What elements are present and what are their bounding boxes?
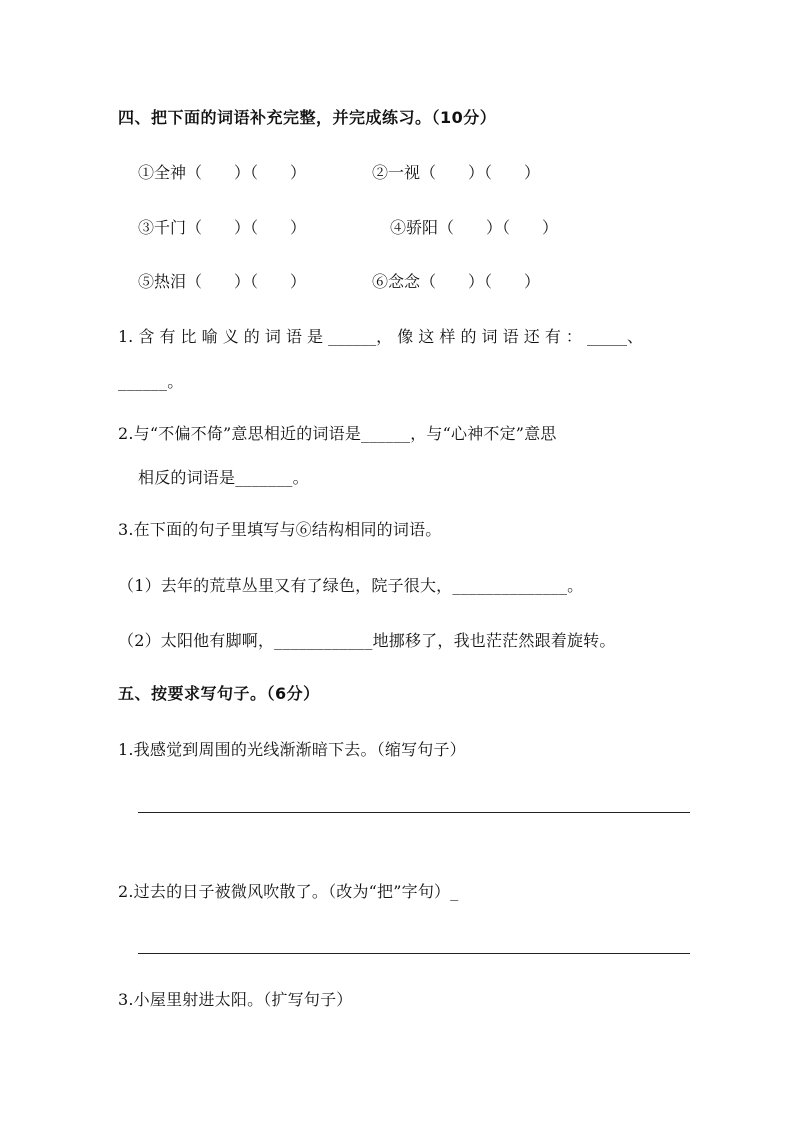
question-3-part-2: （2）太阳他有脚啊，____________地挪移了，我也茫茫然跟着旋转。	[118, 631, 616, 650]
section-five-question-3: 3.小屋里射进太阳。（扩写句子）	[118, 990, 353, 1009]
idiom-item-1: ①全神（ ）（ ）	[138, 163, 307, 182]
question-2-line-1: 2.与“不偏不倚”意思相近的词语是______，与“心神不定”意思	[118, 424, 557, 443]
idiom-item-2: ②一视（ ）（ ）	[372, 163, 541, 182]
idiom-item-3: ③千门（ ）（ ）	[138, 218, 307, 237]
section-five-question-2: 2.过去的日子被微风吹散了。（改为“把”字句）_	[118, 882, 459, 901]
section-four-title: 四、把下面的词语补充完整，并完成练习。（10分）	[118, 108, 497, 127]
question-1-line-1: 1. 含 有 比 喻 义 的 词 语 是 ______， 像 这 样 的 词 语 还 有 ： _____、	[118, 327, 643, 346]
section-five-question-1: 1.我感觉到周围的光线渐渐暗下去。（缩写句子）	[118, 740, 466, 759]
question-2-line-2: 相反的词语是_______。	[138, 468, 309, 487]
answer-line-2	[138, 953, 690, 954]
idiom-item-5: ⑤热泪（ ）（ ）	[138, 272, 307, 291]
idiom-item-4: ④骄阳（ ）（ ）	[390, 218, 559, 237]
question-1-line-2: ______。	[118, 372, 184, 391]
question-3: 3.在下面的句子里填写与⑥结构相同的词语。	[118, 520, 442, 539]
question-3-part-1: （1）去年的荒草丛里又有了绿色，院子很大，______________。	[118, 576, 584, 595]
answer-line-1	[138, 812, 690, 813]
idiom-item-6: ⑥念念（ ）（ ）	[372, 272, 541, 291]
section-five-title: 五、按要求写句子。（6分）	[118, 684, 320, 703]
